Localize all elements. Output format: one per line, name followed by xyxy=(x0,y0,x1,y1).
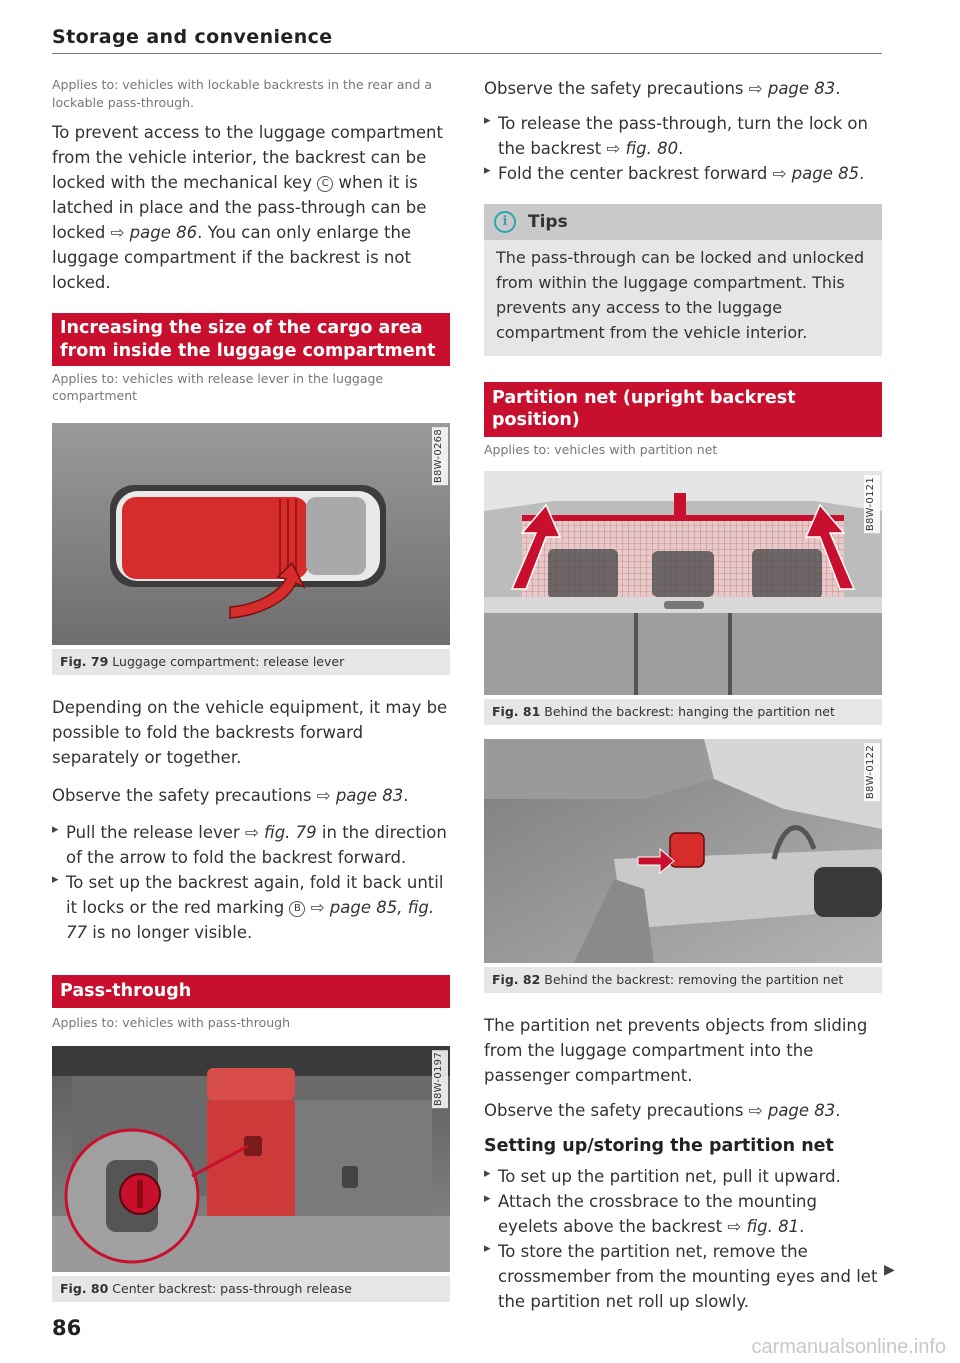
list-item: ▸ Fold the center backrest forward ⇨ page 85. xyxy=(484,161,882,186)
intro-paragraph: To prevent access to the luggage compartment from the vehicle interior, the backrest can be locked with the mechanical key C when it is latched in place and the pass-through can be locked ⇨ page 86. You can only enlarge the luggage compartment if the backrest is not locked. xyxy=(52,122,443,292)
list-item: ▸ To set up the backrest again, fold it back until it locks or the red marking B ⇨ page 85, fig. 77 is no longer visible. xyxy=(52,870,450,945)
steps-list xyxy=(52,820,450,945)
figure-caption: Fig. 82 Behind the backrest: removing the partition net xyxy=(484,967,882,993)
steps-list xyxy=(484,1164,882,1314)
safety-note: Observe the safety precautions ⇨ page 83. xyxy=(52,785,409,805)
figure-code: B8W-0268 xyxy=(432,427,448,485)
section-heading-pass-through: Pass-through xyxy=(52,975,450,1008)
section-title: Storage and convenience xyxy=(52,26,333,48)
paragraph-partition-net: The partition net prevents objects from sliding from the luggage compartment into the passenger compartment. xyxy=(484,1016,868,1086)
page-ref-link[interactable]: ⇨ page 83 xyxy=(748,79,836,98)
section-heading-partition-net: Partition net (upright backrest position) xyxy=(484,382,882,438)
section-heading-cargo: Increasing the size of the cargo area from inside the luggage compartment xyxy=(52,313,450,366)
applies-note-release-lever: Applies to: vehicles with release lever in the luggage compartment xyxy=(52,370,384,404)
safety-note: Observe the safety precautions ⇨ page 83. xyxy=(484,79,841,98)
figure-80 xyxy=(52,1046,450,1302)
figure-ref-link[interactable]: ⇨ fig. 81 xyxy=(727,1216,800,1236)
page-ref-link[interactable]: ⇨ page 86 xyxy=(110,222,198,242)
figure-code: B8W-0122 xyxy=(864,743,880,801)
applies-note-partition-net: Applies to: vehicles with partition net xyxy=(484,442,718,457)
tips-header xyxy=(484,204,882,240)
page-ref-link[interactable]: ⇨ page 85 xyxy=(772,164,860,184)
figure-caption: Fig. 81 Behind the backrest: hanging the partition net xyxy=(484,699,882,725)
page-ref-link[interactable]: ⇨ page 83 xyxy=(748,1101,836,1121)
page-ref-link[interactable]: ⇨ page 83 xyxy=(316,785,404,805)
left-column xyxy=(52,76,450,1302)
figure-81 xyxy=(484,471,882,725)
list-item: ▸ Attach the crossbrace to the mounting eyelets above the backrest ⇨ fig. 81. xyxy=(484,1189,882,1239)
figure-code: B8W-0121 xyxy=(864,475,880,533)
figure-code: B8W-0197 xyxy=(432,1050,448,1108)
list-item: ▸ Pull the release lever ⇨ fig. 79 in the direction of the arrow to fold the backrest forward. xyxy=(52,820,450,870)
steps-list xyxy=(484,111,882,186)
page-header xyxy=(52,26,882,54)
applies-note-pass-through: Applies to: vehicles with pass-through xyxy=(52,1014,291,1030)
callout-c-icon: C xyxy=(317,176,333,192)
figure-ref-link[interactable]: ⇨ fig. 79 xyxy=(244,822,317,842)
figure-ref-link[interactable]: ⇨ fig. 80 xyxy=(606,139,679,159)
page-ref-link[interactable]: ⇨ page 85, fig. 77 xyxy=(66,897,435,942)
applies-note-lockable: Applies to: vehicles with lockable backrests in the rear and a lockable pass-through. xyxy=(52,77,433,110)
page-number: 86 xyxy=(52,1316,82,1340)
tips-text: The pass-through can be locked and unlocked from within the luggage compartment. This prevents any access to the luggage compartment from the vehicle interior. xyxy=(496,248,865,342)
figure-79 xyxy=(52,423,450,675)
info-icon: i xyxy=(494,211,516,233)
list-item: ▸ To release the pass-through, turn the lock on the backrest ⇨ fig. 80. xyxy=(484,111,882,161)
figure-82 xyxy=(484,739,882,993)
callout-b-icon: B xyxy=(289,901,305,917)
tips-title: Tips xyxy=(528,212,568,233)
tips-box xyxy=(484,204,882,355)
watermark: carmanualsonline.info xyxy=(751,1336,946,1358)
release-lever-illustration xyxy=(52,423,450,645)
subheading-setting-up: Setting up/storing the partition net xyxy=(484,1135,834,1156)
safety-note: Observe the safety precautions ⇨ page 83. xyxy=(484,1101,841,1121)
continue-arrow-icon: ▶ xyxy=(884,1262,895,1278)
partition-net-hanging-illustration xyxy=(484,471,882,695)
right-column xyxy=(484,76,882,1314)
paragraph-depending: Depending on the vehicle equipment, it may be possible to fold the backrests forward separately or together. xyxy=(52,698,448,768)
pass-through-illustration xyxy=(52,1046,450,1272)
figure-caption: Fig. 80 Center backrest: pass-through release xyxy=(52,1276,450,1302)
list-item: ▸ To store the partition net, remove the crossmember from the mounting eyes and let the partition net roll up slowly. xyxy=(484,1239,882,1314)
figure-caption: Fig. 79 Luggage compartment: release lever xyxy=(52,649,450,675)
list-item: ▸ To set up the partition net, pull it upward. xyxy=(484,1164,882,1189)
partition-net-removing-illustration xyxy=(484,739,882,963)
